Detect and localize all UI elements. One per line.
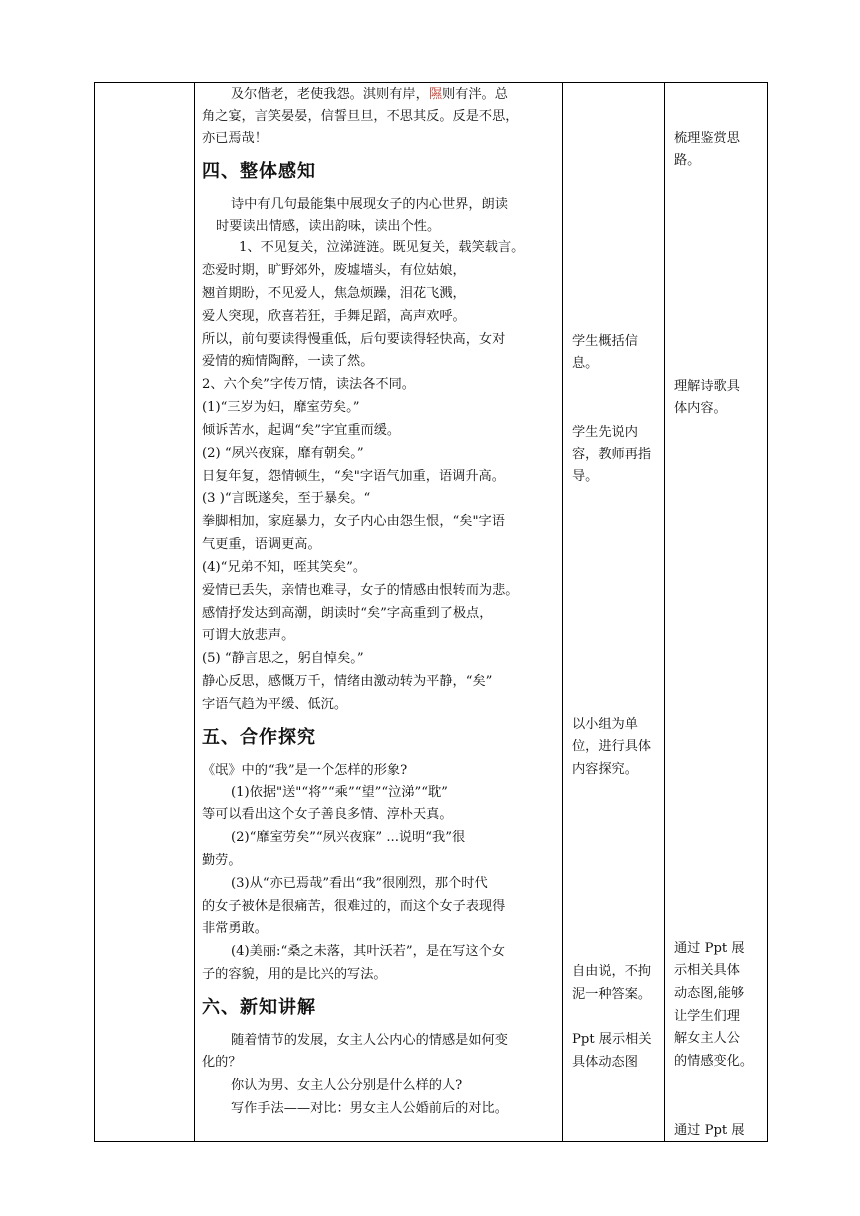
student-activity-column-cell	[563, 83, 665, 1142]
intent-note-line: 的情感变化。	[674, 1054, 754, 1069]
text-line: (1)依据"送"“将”“乘”“望”“泣涕”“耽”	[231, 785, 448, 800]
text-line: 子的容貌，用的是比兴的写法。	[202, 967, 387, 982]
text-line: 时要读出情感，读出韵味，读出个性。	[216, 219, 441, 234]
red-character: 隰	[428, 87, 442, 102]
intent-note-line: 体内容。	[674, 401, 727, 416]
section-heading-6: 六、新知讲解	[202, 997, 316, 1018]
text-line: 《氓》中的“我”是一个怎样的形象?	[202, 763, 408, 778]
intent-note-line: 通过 Ppt 展	[674, 1123, 745, 1138]
section-heading-4: 四、整体感知	[202, 161, 316, 182]
intro-line: 角之宴，言笑晏晏，信誓旦旦，不思其反。反是不思，	[202, 109, 519, 124]
design-intent-column-cell	[665, 83, 768, 1142]
intent-note-line: 动态图,能够	[674, 986, 745, 1001]
student-note-line: 学生概括信	[572, 334, 638, 349]
table-row	[95, 83, 768, 1142]
text-line: 字语气趋为平缓、低沉。	[202, 697, 348, 712]
student-note-line: 内容探究。	[572, 762, 638, 777]
student-note-line: 自由说，不拘	[572, 964, 652, 979]
text-line: 勤劳。	[202, 853, 242, 868]
text-line: 化的？	[202, 1055, 242, 1070]
text-line: (1)“三岁为妇，靡室劳矣。”	[202, 400, 360, 415]
text-line: 拳脚相加，家庭暴力，女子内心由怨生恨，“矣"字语	[202, 514, 505, 529]
intent-note-line: 解女主人公	[674, 1031, 740, 1046]
text-line: (4)“兄弟不知，咥其笑矣”。	[202, 560, 367, 575]
student-note-line: 位，进行具体	[572, 739, 652, 754]
text-line: 你认为男、女主人公分别是什么样的人?	[231, 1078, 463, 1093]
intro-line: 亦已焉哉！	[202, 131, 268, 146]
empty-column-cell	[95, 83, 195, 1142]
text-line: 可谓大放悲声。	[202, 628, 295, 643]
text-line: 恋爱时期，旷野郊外，废墟墙头，有位姑娘，	[202, 263, 466, 278]
text-line: 写作手法——对比：男女主人公婚前后的对比。	[231, 1101, 508, 1116]
text-line: 诗中有几句最能集中展现女子的内心世界，朗读	[231, 197, 508, 212]
text-line: (3 )“言既遂矣，至于暴矣。“	[202, 491, 371, 506]
text-line: 倾诉苦水，起调“矣”字宜重而缓。	[202, 423, 401, 438]
text-line: (5) “静言思之，躬自悼矣。”	[202, 651, 364, 666]
intent-note-line: 理解诗歌具	[674, 379, 740, 394]
student-note-line: 具体动态图	[572, 1055, 638, 1070]
intro-line: 及尔偕老，老使我怨。淇则有岸，隰则有泮。总	[231, 87, 508, 102]
section-heading-5: 五、合作探究	[202, 727, 316, 748]
student-note-line: 以小组为单	[572, 717, 638, 732]
text-line: 翘首期盼，不见爱人，焦急烦躁，泪花飞溅，	[202, 286, 466, 301]
text-line: 爱情已丢失，亲情也难寻，女子的情感由恨转而为悲。	[202, 583, 519, 598]
text-line: 的女子被休是很痛苦，很难过的，而这个女子表现得	[202, 899, 506, 914]
text-line: (4)美丽:“桑之未落，其叶沃若”，是在写这个女	[231, 944, 505, 959]
text-line: 爱情的痴情陶醉，一读了然。	[202, 354, 374, 369]
intent-note-line: 让学生们理	[674, 1009, 740, 1024]
text-line: 等可以看出这个女子善良多情、淳朴天真。	[202, 807, 453, 822]
content-column-cell	[195, 83, 563, 1142]
text-line: 感情抒发达到高潮，朗读时“矣”字高重到了极点，	[202, 606, 493, 621]
text-line: 2、六个矣”字传万情，读法各不同。	[202, 377, 415, 392]
intent-note-line: 梳理鉴赏思	[674, 131, 740, 146]
intent-note-line: 示相关具体	[674, 963, 740, 978]
student-note-line: 泥一种答案。	[572, 987, 652, 1002]
student-note-line: 息。	[572, 356, 599, 371]
student-note-line: 导。	[572, 469, 599, 484]
text-line: 1、不见复关，泣涕涟涟。既见复关，载笑载言。	[239, 240, 525, 255]
text-line: 日复年复，怨情顿生，“矣"字语气加重，语调升高。	[202, 469, 505, 484]
lesson-plan-table	[94, 82, 768, 1142]
student-note-line: 学生先说内	[572, 425, 638, 440]
text-line: 所以，前句要读得慢重低，后句要读得轻快高，女对	[202, 332, 506, 347]
intent-note-line: 通过 Ppt 展	[674, 941, 745, 956]
text-line: (2)“靡室劳矣”“夙兴夜寐” ...说明“我”很	[231, 830, 466, 845]
text-line: 随着情节的发展，女主人公内心的情感是如何变	[231, 1033, 508, 1048]
text-line: 爱人突现，欣喜若狂，手舞足蹈，高声欢呼。	[202, 309, 466, 324]
text-line: (2) “夙兴夜寐，靡有朝矣。”	[202, 446, 364, 461]
student-note-line: 容，教师再指	[572, 447, 652, 462]
student-note-line: Ppt 展示相关	[572, 1032, 652, 1047]
text-line: 静心反思，感慨万千，情绪由激动转为平静，“矣”	[202, 674, 493, 689]
intent-note-line: 路。	[674, 153, 701, 168]
text-line: (3)从“亦已焉哉”看出“我”很刚烈，那个时代	[231, 876, 488, 891]
text-line: 非常勇敢。	[202, 921, 268, 936]
text-line: 气更重，语调更高。	[202, 537, 321, 552]
